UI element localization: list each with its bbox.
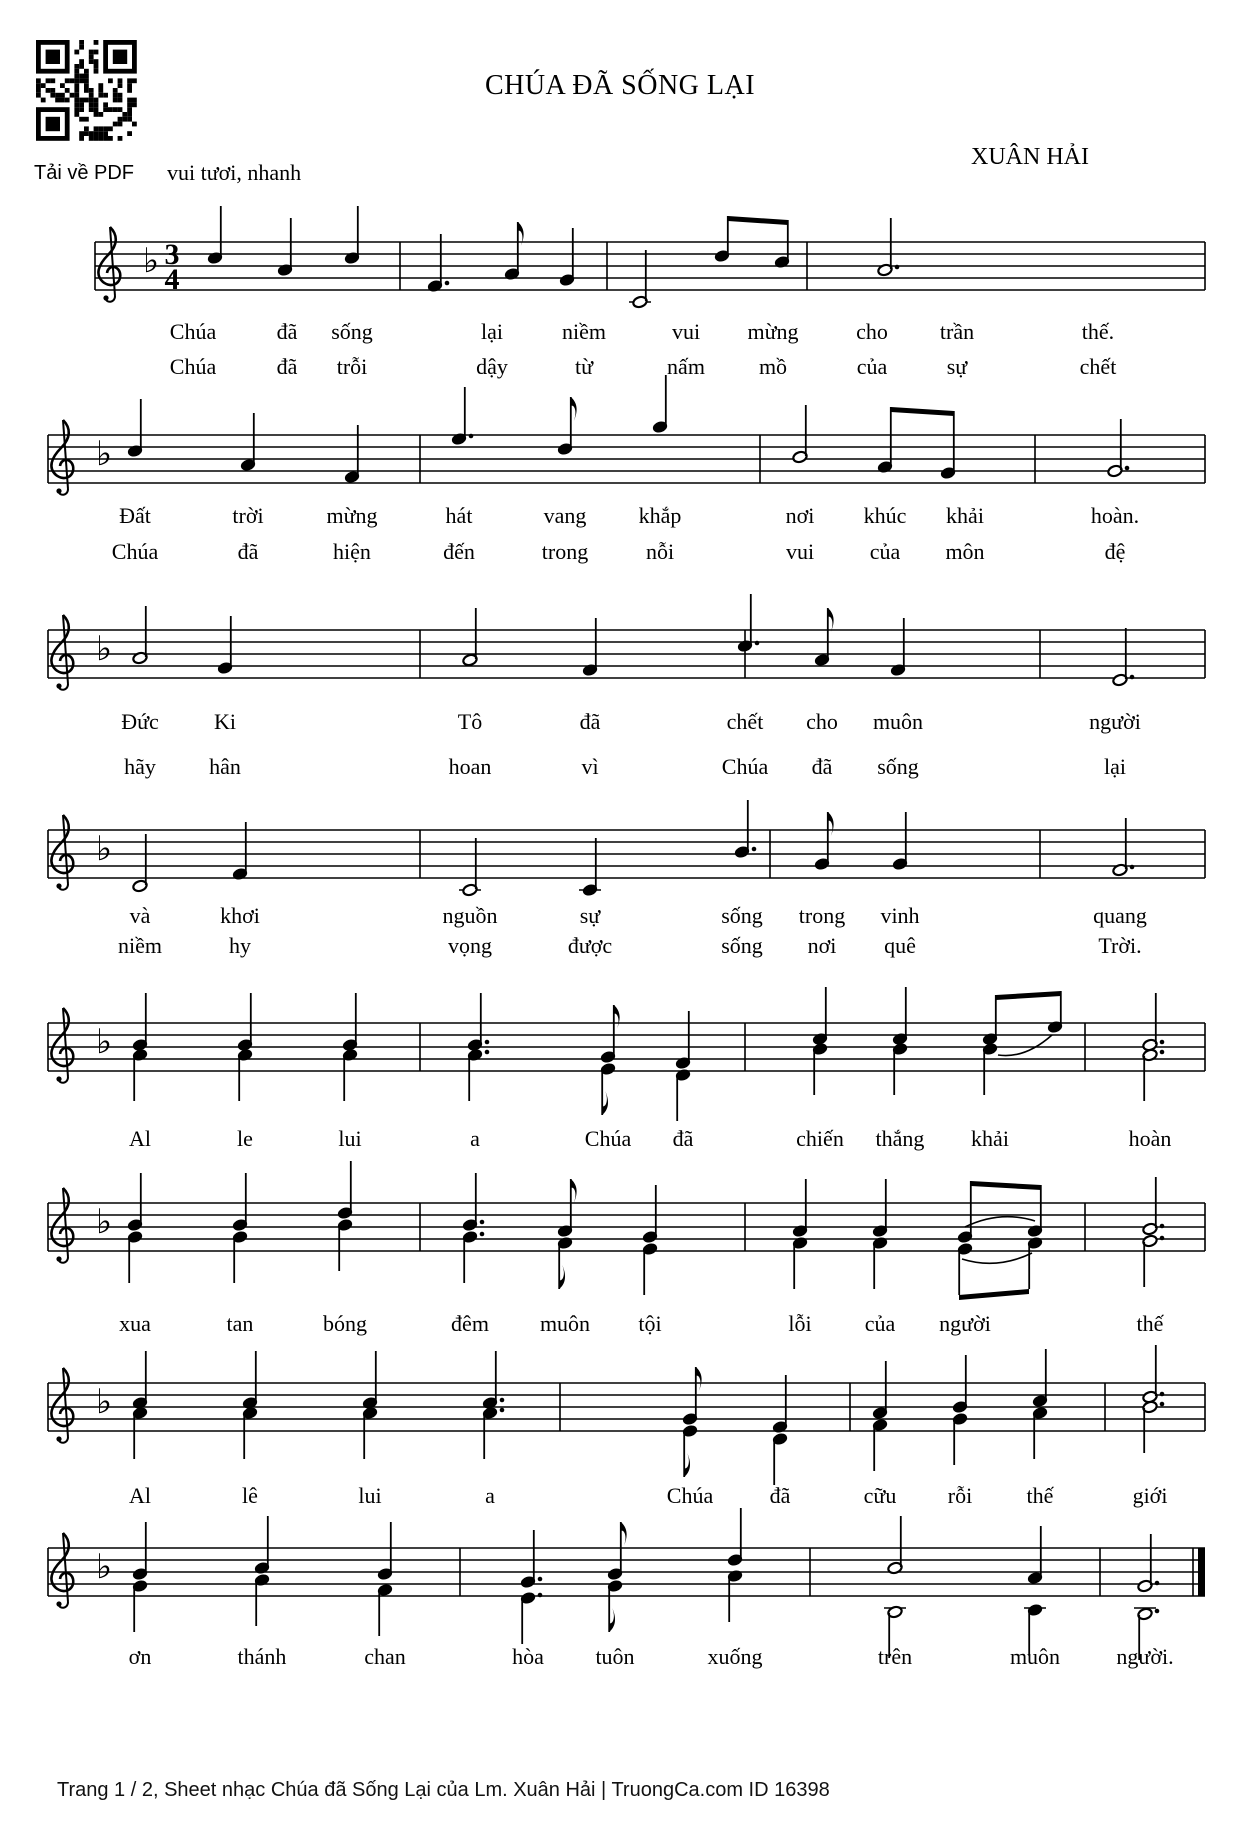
composer-name: XUÂN HẢI: [971, 144, 1089, 170]
note: [652, 375, 668, 434]
treble-clef-icon: [51, 1368, 73, 1426]
note: [217, 616, 233, 675]
lyric-word: muôn: [872, 709, 924, 734]
lyric-word: a: [485, 1483, 495, 1508]
note: [237, 993, 253, 1101]
treble-clef-icon: [98, 227, 120, 285]
lyric-word: muôn: [539, 1311, 591, 1336]
lyric-word: vinh: [880, 903, 920, 928]
lyric-word: trần: [939, 319, 975, 344]
staff-system-4: [48, 800, 1205, 897]
lyric-word: khắp: [638, 503, 682, 528]
lyric-word: thánh: [237, 1644, 287, 1669]
lyric-word: a: [470, 1126, 480, 1151]
flat-key-signature: ♭: [96, 1202, 113, 1242]
lyric-word: muôn: [1009, 1644, 1061, 1669]
lyric-word: đệ: [1104, 539, 1126, 564]
svg-text:3: 3: [164, 238, 180, 271]
lyric-word: lê: [242, 1483, 258, 1508]
lyric-word: tội: [638, 1311, 662, 1336]
final-barline: [1198, 1548, 1205, 1596]
note: [812, 987, 828, 1095]
svg-text:4: 4: [164, 263, 180, 296]
lyric-word: Al: [129, 1483, 151, 1508]
lyric-word: sống: [331, 319, 373, 344]
note: [792, 1179, 808, 1289]
lyric-word: trong: [798, 903, 846, 928]
lyric-word: dậy: [476, 354, 508, 379]
note: [132, 1351, 148, 1459]
lyric-word: môn: [945, 539, 985, 564]
song-title: CHÚA ĐÃ SỐNG LẠI: [484, 70, 756, 101]
lyric-word: nơi: [807, 933, 837, 958]
lyric-word: hy: [229, 933, 251, 958]
staff-system-6: [48, 1161, 1205, 1300]
flat-key-signature: ♭: [96, 434, 113, 474]
download-pdf-link[interactable]: Tải về PDF: [34, 162, 135, 184]
lyric-word: vang: [543, 503, 587, 528]
note: [872, 1361, 888, 1471]
lyric-word: đã: [276, 319, 298, 344]
note: [254, 1516, 270, 1626]
note: [277, 218, 293, 277]
note: [427, 234, 449, 293]
note: [890, 618, 906, 677]
lyric-word: đến: [443, 539, 475, 564]
lyric-word: xua: [119, 1311, 151, 1336]
note: [240, 413, 256, 472]
time-signature: [165, 238, 180, 296]
lyric-word: chết: [1079, 354, 1117, 379]
lyric-word: đã: [276, 354, 298, 379]
note: [877, 218, 899, 277]
lyric-word: được: [567, 933, 613, 958]
lyric-word: Chúa: [169, 319, 217, 344]
lyric-word: người: [939, 1311, 991, 1336]
lyric-word: giới: [1132, 1483, 1168, 1508]
note: [642, 1185, 658, 1295]
lyric-word: Chúa: [721, 754, 769, 779]
beam: [996, 991, 1061, 1000]
note: [629, 250, 651, 309]
lyric-word: sự: [579, 903, 601, 928]
lyric-word: cữu: [863, 1483, 897, 1508]
lyric-word: Chúa: [169, 354, 217, 379]
treble-clef-icon: [51, 615, 73, 673]
lyric-word: Chúa: [666, 1483, 714, 1508]
flat-key-signature: ♭: [96, 1547, 113, 1587]
lyric-word: cho: [806, 709, 838, 734]
note: [675, 1011, 691, 1121]
flat-key-signature: ♭: [96, 629, 113, 669]
lyric-word: thế.: [1081, 319, 1115, 344]
lyric-word: trời: [232, 503, 264, 528]
lyric-word: hòa: [512, 1644, 544, 1669]
lyric-word: khải: [946, 503, 984, 528]
lyric-word: đã: [769, 1483, 791, 1508]
staff-system-1: [95, 206, 1205, 309]
note: [232, 822, 248, 881]
note: [737, 594, 759, 653]
note: [982, 995, 998, 1095]
lyric-word: người.: [1116, 1644, 1174, 1669]
tie: [965, 1217, 1035, 1227]
lyric-word: lỗi: [788, 1311, 812, 1336]
note: [1134, 1534, 1159, 1660]
lyric-word: khúc: [863, 503, 907, 528]
note: [892, 987, 908, 1095]
lyric-word: đã: [811, 754, 833, 779]
note: [579, 838, 601, 897]
page-footer: Trang 1 / 2, Sheet nhạc Chúa đã Sống Lại của Lm. Xuân Hải | TruongCa.com ID 16398: [57, 1779, 830, 1801]
note: [600, 1005, 620, 1115]
lyric-word: Ki: [214, 709, 236, 734]
note: [952, 1355, 968, 1465]
lyric-word: trỗi: [336, 354, 368, 379]
lyric-word: chết: [726, 709, 764, 734]
note: [1112, 628, 1134, 687]
note: [814, 608, 834, 667]
note: [344, 425, 360, 484]
note: [607, 1522, 627, 1632]
lyric-word: Trời.: [1098, 933, 1142, 958]
staff-system-5: [48, 987, 1205, 1121]
lyric-word: vọng: [448, 933, 492, 958]
lyric-word: quê: [884, 933, 916, 958]
lyric-word: lui: [358, 1483, 382, 1508]
lyric-word: của: [864, 1311, 896, 1336]
note: [1024, 1526, 1046, 1656]
lyric-word: nguồn: [442, 903, 498, 928]
lyric-word: khải: [971, 1126, 1009, 1151]
note: [132, 834, 148, 893]
lyric-word: hoàn: [1128, 1126, 1172, 1151]
note: [557, 1179, 577, 1289]
note: [1032, 1349, 1048, 1459]
lyric-word: sống: [721, 903, 763, 928]
note: [884, 1516, 906, 1658]
lyric-word: thắng: [875, 1126, 925, 1151]
note: [342, 993, 358, 1101]
note: [714, 216, 730, 263]
lyric-word: lui: [338, 1126, 362, 1151]
lyric-word: vì: [581, 754, 599, 779]
flat-key-signature: ♭: [143, 241, 160, 281]
lyric-word: niềm: [562, 319, 606, 344]
lyric-word: và: [129, 903, 151, 928]
beam: [959, 1289, 1029, 1300]
note: [377, 1522, 393, 1636]
lyric-word: Chúa: [111, 539, 159, 564]
note: [1142, 1177, 1164, 1287]
lyric-word: Đức: [121, 709, 159, 734]
note: [1027, 1185, 1043, 1289]
treble-clef-icon: [51, 420, 73, 478]
lyric-word: rỗi: [947, 1483, 973, 1508]
lyric-word: Chúa: [584, 1126, 632, 1151]
lyric-word: sống: [721, 933, 763, 958]
lyric-word: mừng: [747, 319, 799, 344]
note: [459, 838, 481, 897]
note: [1047, 991, 1063, 1034]
note: [127, 1173, 143, 1283]
beam: [891, 407, 954, 416]
staff-system-7: [48, 1345, 1205, 1485]
lyric-word: cho: [856, 319, 888, 344]
note: [774, 220, 790, 269]
note: [337, 1161, 353, 1271]
lyric-word: le: [237, 1126, 253, 1151]
note: [232, 1173, 248, 1283]
note: [344, 206, 360, 265]
lyric-word: khơi: [220, 903, 260, 928]
lyric-word: trong: [541, 539, 589, 564]
note: [957, 1181, 973, 1295]
lyric-word: thế: [1136, 1311, 1164, 1336]
lyric-word: đêm: [451, 1311, 489, 1336]
treble-clef-icon: [51, 1533, 73, 1591]
lyric-word: vui: [785, 539, 815, 564]
flat-key-signature: ♭: [96, 1022, 113, 1062]
treble-clef-icon: [51, 1008, 73, 1066]
lyric-word: Al: [129, 1126, 151, 1151]
lyric-word: bóng: [323, 1311, 367, 1336]
lyric-word: quang: [1093, 903, 1147, 928]
lyric-word: vui: [671, 319, 701, 344]
note: [872, 1179, 888, 1289]
lyric-word: Tô: [457, 709, 483, 734]
lyric-word: chiến: [796, 1126, 844, 1151]
note: [362, 1351, 378, 1459]
lyric-word: hoan: [448, 754, 492, 779]
treble-clef-icon: [51, 1188, 73, 1246]
note: [877, 407, 893, 474]
staff-system-8: [48, 1508, 1205, 1660]
lyric-word: người: [1089, 709, 1141, 734]
note: [582, 618, 598, 677]
note: [132, 606, 148, 665]
tempo-marking: vui tươi, nhanh: [167, 160, 302, 185]
note: [462, 1173, 484, 1283]
flat-key-signature: ♭: [96, 1382, 113, 1422]
lyric-word: lại: [481, 319, 503, 344]
lyric-word: ơn: [128, 1644, 152, 1669]
beam: [971, 1181, 1041, 1190]
note: [132, 993, 148, 1101]
lyric-word: sự: [946, 354, 968, 379]
note: [727, 1508, 743, 1622]
lyric-word: đã: [579, 709, 601, 734]
lyric-word: mừng: [326, 503, 378, 528]
lyric-word: hân: [209, 754, 241, 779]
note: [132, 1522, 148, 1632]
lyric-word: của: [869, 539, 901, 564]
lyric-word: hãy: [124, 754, 156, 779]
note: [559, 228, 575, 287]
note: [520, 1530, 542, 1644]
lyric-word: đã: [672, 1126, 694, 1151]
lyric-word: trên: [877, 1644, 913, 1669]
lyric-word: tan: [226, 1311, 254, 1336]
note: [242, 1351, 258, 1459]
beam: [728, 216, 788, 225]
lyric-word: xuống: [707, 1644, 763, 1669]
staff-system-2: [48, 375, 1205, 495]
note: [482, 1351, 504, 1459]
note: [451, 387, 473, 446]
lyric-word: tuôn: [595, 1644, 635, 1669]
treble-clef-icon: [51, 815, 73, 873]
lyric-word: mồ: [758, 354, 788, 379]
tie: [962, 1253, 1032, 1263]
staff-system-3: [48, 594, 1205, 690]
lyric-word: thế: [1026, 1483, 1054, 1508]
lyric-word: hoàn.: [1090, 503, 1140, 528]
note: [504, 222, 524, 281]
note: [1107, 419, 1129, 478]
note: [207, 206, 223, 265]
lyric-word: sống: [877, 754, 919, 779]
note: [1112, 818, 1134, 877]
lyric-word: Đất: [119, 503, 151, 528]
lyric-word: hiện: [333, 539, 371, 564]
lyric-word: từ: [574, 354, 594, 379]
note: [1142, 1345, 1164, 1453]
lyric-word: niềm: [118, 933, 162, 958]
note: [462, 608, 478, 667]
lyric-word: của: [856, 354, 888, 379]
lyric-word: chan: [364, 1644, 406, 1669]
lyric-word: nơi: [785, 503, 815, 528]
tie: [998, 1035, 1052, 1056]
lyric-word: đã: [237, 539, 259, 564]
lyric-word: lại: [1104, 754, 1126, 779]
lyric-word: nấm: [667, 354, 705, 379]
lyric-word: nỗi: [645, 539, 675, 564]
note: [772, 1375, 788, 1485]
note: [940, 411, 956, 480]
flat-key-signature: ♭: [96, 829, 113, 869]
note: [127, 399, 143, 458]
lyric-word: hát: [445, 503, 473, 528]
